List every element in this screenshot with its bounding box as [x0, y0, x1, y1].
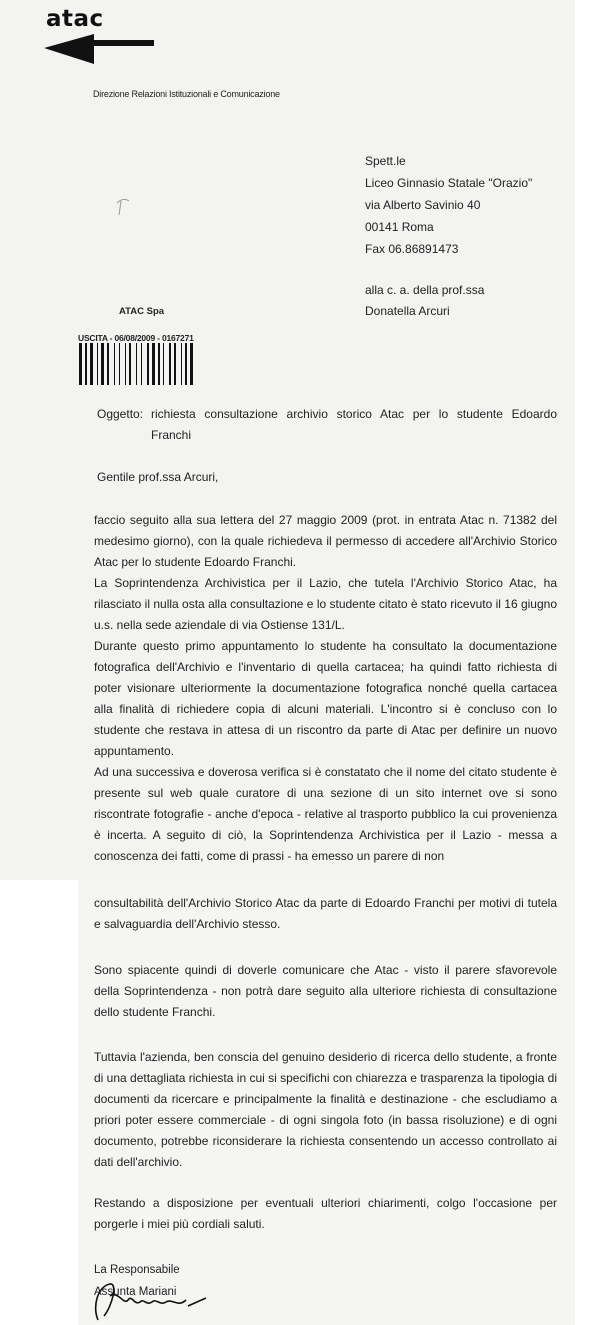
body-paragraph: Tuttavia l'azienda, ben conscia del genuino desiderio di ricerca dello studente, a fronte di una dettagliata richiesta in cui si specifichi con chiarezza e trasparenza la tipologia di documenti da ricercare e principalmente la finalità e destinazione - che escludiamo a priori poter essere commerciale - di ogni singola foto (in bassa risoluzione) e di ogni documento, potrebbe riconsiderare la richiesta consentendo un accesso controllato ai dati dell'archivio.: [94, 1050, 557, 1169]
body-paragraph: Sono spiacente quindi di doverle comunicare che Atac - visto il parere sfavorevole della Soprintendenza - non potrà dare seguito alla ulteriore richiesta di consultazione dello studente Franchi.: [94, 963, 557, 1019]
department-name: Direzione Relazioni Istituzionali e Comunicazione: [93, 89, 280, 99]
body-paragraph: Durante questo primo appuntamento lo studente ha consultato la documentazione fotografica dell'Archivio e l'inventario di quella cartacea; ha quindi fatto richiesta di poter visionare ulteriormente la documentazione fotografica nonché quella cartacea alla finalità di richiedere copia di alcuni materiali. L'incontro si è concluso con lo studente che restava in attesa di un riscontro da parte di Atac per definire un nuovo appuntamento.: [94, 639, 557, 758]
recipient-line: Spett.le: [365, 154, 406, 168]
subject-label: Oggetto:: [97, 407, 144, 421]
handwritten-signature-icon: [88, 1276, 218, 1324]
barcode-icon: [77, 343, 237, 387]
attention-line-2: Donatella Arcuri: [365, 304, 450, 318]
protocol-stamp: USCITA - 06/08/2009 - 0167271: [78, 333, 194, 343]
atac-logo-text: atac: [46, 6, 104, 32]
recipient-line: 00141 Roma: [365, 220, 434, 234]
body-paragraph-group-1: [94, 510, 557, 867]
attention-line: [365, 280, 484, 322]
body-paragraph: faccio seguito alla sua lettera del 27 maggio 2009 (prot. in entrata Atac n. 71382 del medesimo giorno), con la quale richiedeva il permesso di accedere all'Archivio Storico Atac per lo studente Edoardo Franchi.: [94, 513, 557, 569]
recipient-line: Liceo Ginnasio Statale "Orazio": [365, 176, 533, 190]
body-paragraph: Restando a disposizione per eventuali ulteriori chiarimenti, colgo l'occasione per porgerle i miei più cordiali saluti.: [94, 1196, 557, 1231]
recipient-address: [365, 150, 532, 260]
subject-text: richiesta consultazione archivio storico Atac per lo studente Edoardo Franchi: [151, 407, 557, 442]
sender-company: ATAC Spa: [119, 306, 165, 317]
body-paragraph: Ad una successiva e doverosa verifica si è constatato che il nome del citato studente è presente sul web quale curatore di una sezione di un sito internet ove si sono riscontrate fotografie - anche d'epoca - relative al trasporto pubblico la cui provenienza è incerta. A seguito di ciò, la Soprintendenza Archivistica per il Lazio - messa a conoscenza dei fatti, come di prassi - ha emesso un parere di non: [94, 765, 557, 863]
recipient-line: Fax 06.86891473: [365, 242, 459, 256]
body-paragraph: consultabilità dell'Archivio Storico Atac da parte di Edoardo Franchi per motivi di tutela e salvaguardia dell'Archivio stesso.: [94, 896, 557, 931]
recipient-line: via Alberto Savinio 40: [365, 198, 481, 212]
signatory-role: La Responsabile: [94, 1264, 180, 1276]
signatory-name: Assunta Mariani: [94, 1286, 177, 1298]
scan-mark-icon: [111, 193, 135, 223]
greeting: Gentile prof.ssa Arcuri,: [97, 470, 219, 484]
body-paragraph: La Soprintendenza Archivistica per il Lazio, che tutela l'Archivio Storico Atac, ha rilasciato il nulla osta alla consultazione e lo studente citato è stato ricevuto il 16 giugno u.s. nella sede aziendale di via Ostiense 131/L.: [94, 576, 557, 632]
attention-line-1: alla c. a. della prof.ssa: [365, 283, 485, 297]
atac-logo-arrow-icon: [44, 34, 156, 66]
